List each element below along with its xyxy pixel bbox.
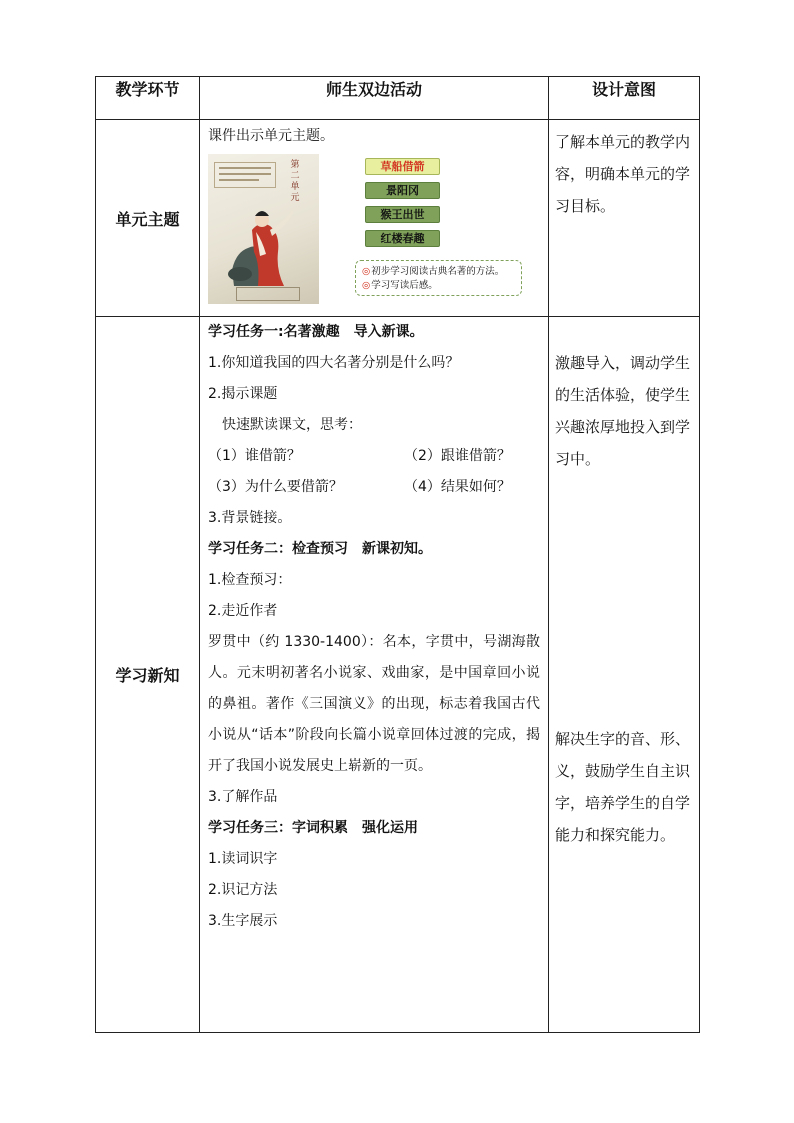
goal-1: 初步学习阅读古典名著的方法。 bbox=[371, 266, 505, 277]
think-row-2 bbox=[208, 472, 540, 503]
word-3: 3.生字展示 bbox=[208, 913, 278, 929]
preview-1: 1.检查预习： bbox=[208, 572, 292, 588]
table-row-new-knowledge bbox=[96, 317, 700, 1033]
unit-theme-image bbox=[208, 154, 528, 304]
unit-goals-box bbox=[355, 260, 522, 296]
poster-caption-box bbox=[236, 287, 300, 301]
table-row-unit-theme bbox=[96, 120, 700, 317]
question-3: 3.背景链接。 bbox=[208, 510, 292, 526]
author-intro: 罗贯中（约 1330-1400）：名本，字贯中，号湖海散人。元末明初著名小说家、戏曲家，是中国章回小说的鼻祖。著作《三国演义》的出现，标志着我国古代小说从“话本”阶段向长篇小说章回体过渡的完成，揭开了我国小说发展史上崭新的一页。 bbox=[208, 634, 540, 774]
activity-new-knowledge bbox=[200, 317, 549, 1033]
header-activities: 师生双边活动 bbox=[200, 77, 549, 120]
goal-2: 学习写读后感。 bbox=[371, 280, 438, 291]
task3-title: 学习任务三：字词积累 强化运用 bbox=[208, 820, 418, 836]
lesson-title-1[interactable]: 草船借箭 bbox=[365, 158, 440, 175]
word-1: 1.读词识字 bbox=[208, 851, 278, 867]
bullet-icon: ◎ bbox=[362, 266, 371, 277]
intent-2: 解决生字的音、形、义，鼓励学生自主识字，培养学生的自学能力和探究能力。 bbox=[555, 730, 691, 844]
bullet-icon: ◎ bbox=[362, 280, 371, 291]
task2-title: 学习任务二：检查预习 新课初知。 bbox=[208, 541, 432, 557]
task1-title: 学习任务一:名著激趣 导入新课。 bbox=[208, 324, 424, 340]
question-1: 1.你知道我国的四大名著分别是什么吗？ bbox=[208, 355, 460, 371]
stage-unit-theme: 单元主题 bbox=[96, 120, 200, 317]
poster-quote-box bbox=[214, 162, 276, 188]
activity-unit-theme bbox=[200, 120, 549, 317]
think-3: （3）为什么要借箭？ bbox=[208, 479, 343, 495]
table-header-row bbox=[96, 77, 700, 120]
header-stage: 教学环节 bbox=[96, 77, 200, 120]
lesson-title-3[interactable]: 猴王出世 bbox=[365, 206, 440, 223]
think-4: （4）结果如何？ bbox=[404, 479, 511, 495]
think-2: （2）跟谁借箭？ bbox=[404, 448, 511, 464]
question-2-sub: 快速默读课文，思考： bbox=[222, 417, 362, 433]
stage-new-knowledge: 学习新知 bbox=[96, 317, 200, 1033]
think-1: （1）谁借箭？ bbox=[208, 448, 301, 464]
intent-1: 激趣导入，调动学生的生活体验，使学生兴趣浓厚地投入到学习中。 bbox=[555, 354, 691, 468]
lesson-plan-table bbox=[95, 76, 700, 1033]
unit-poster-illustration bbox=[208, 154, 319, 304]
intent-unit-theme: 了解本单元的教学内容，明确本单元的学习目标。 bbox=[549, 120, 700, 317]
poster-unit-label: 第二单元 bbox=[290, 160, 300, 203]
preview-2: 2.走近作者 bbox=[208, 603, 278, 619]
word-2: 2.识记方法 bbox=[208, 882, 278, 898]
lesson-title-2[interactable]: 景阳冈 bbox=[365, 182, 440, 199]
lesson-title-4[interactable]: 红楼春趣 bbox=[365, 230, 440, 247]
think-row-1 bbox=[208, 441, 540, 472]
header-intent: 设计意图 bbox=[549, 77, 700, 120]
intro-text: 课件出示单元主题。 bbox=[208, 128, 334, 144]
intent-new-knowledge bbox=[549, 317, 700, 1033]
preview-3: 3.了解作品 bbox=[208, 789, 278, 805]
scholar-figure-illustration bbox=[226, 200, 296, 286]
question-2: 2.揭示课题 bbox=[208, 386, 278, 402]
